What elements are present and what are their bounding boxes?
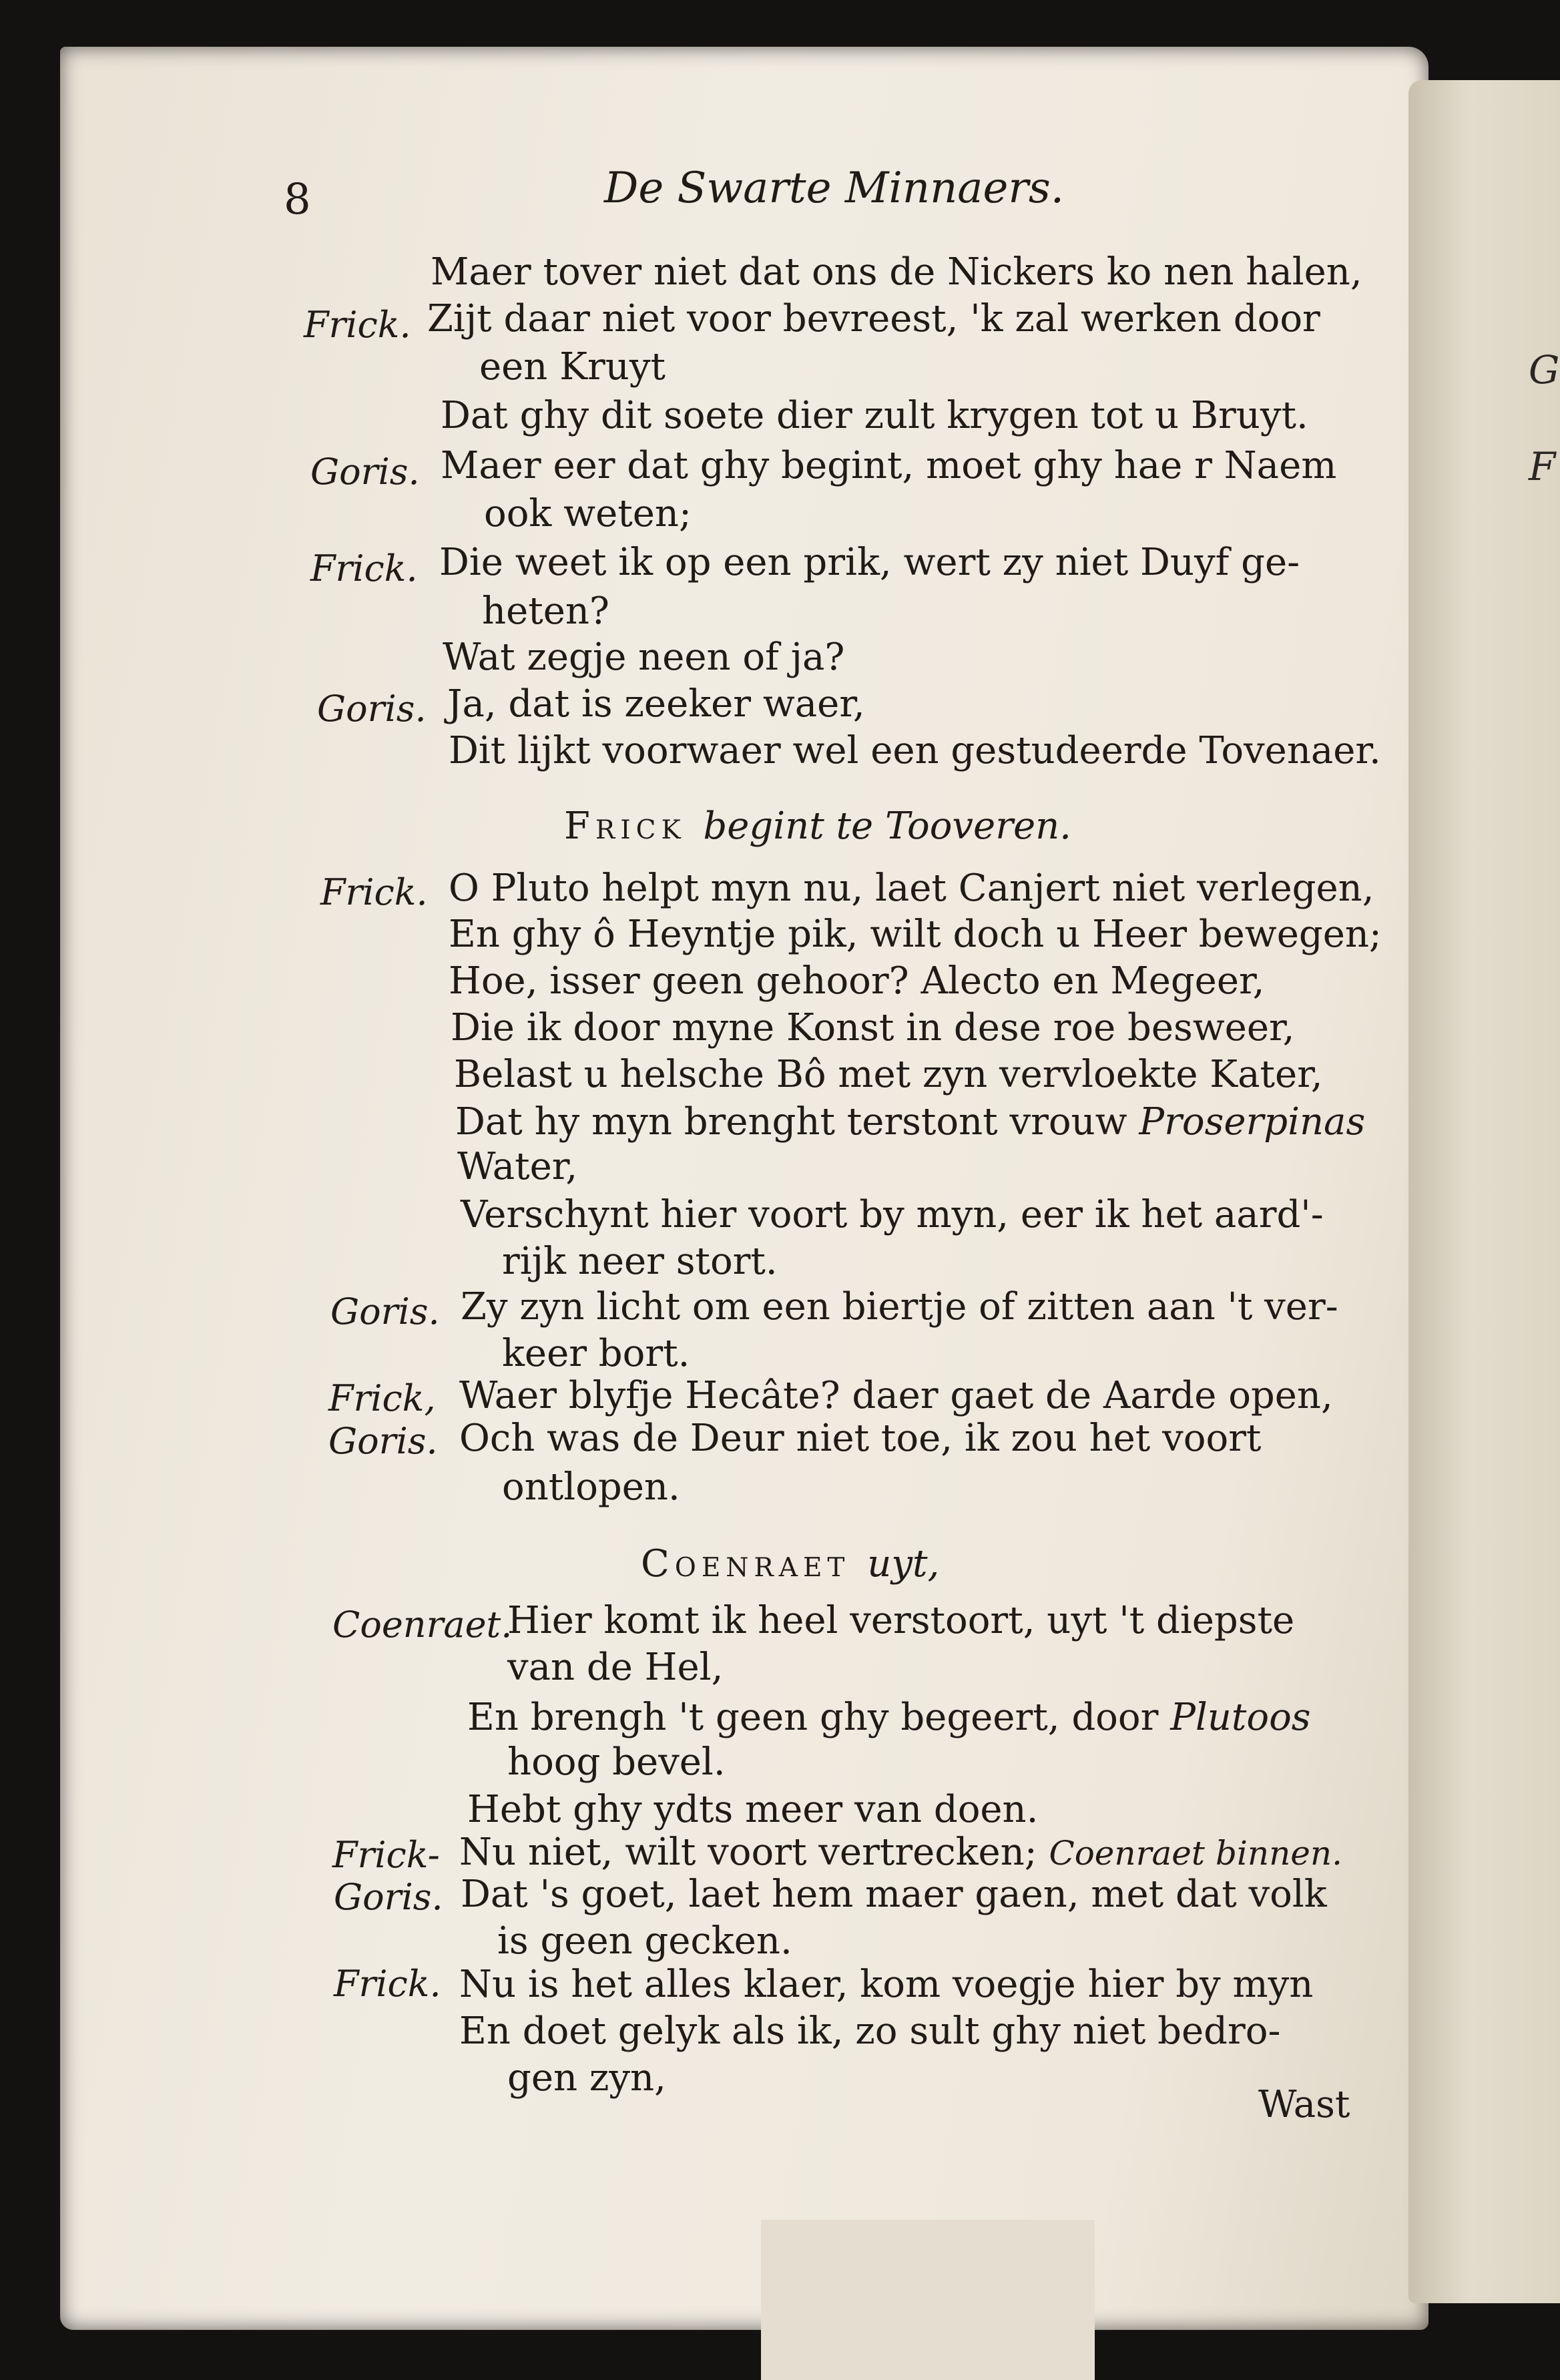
speaker-name: Coenraet. [332,1604,513,1646]
speaker-name: Goris. [317,688,427,730]
verse-line: Zijt daar niet voor bevreest, 'k zal werken door [427,297,1320,340]
page-number: 8 [284,175,311,224]
verse-line: Belast u helsche Bô met zyn vervloekte Kater, [454,1053,1323,1096]
speaker-name: Frick- [332,1834,440,1876]
verse-text: Nu niet, wilt voort vertrecken; [459,1831,1037,1874]
verse-line: Water, [457,1145,578,1188]
verse-line [455,1100,1366,1144]
verse-line: Och was de Deur niet toe, ik zou het voort [459,1417,1262,1460]
verse-line: Dat 's goet, laet hem maer gaen, met dat volk [461,1873,1327,1916]
verse-line: Maer tover niet dat ons de Nickers ko nen halen, [431,250,1362,294]
catchword: Wast [1258,2083,1350,2126]
stage-direction-name: Coenraet [641,1542,850,1586]
speaker-name: Goris. [334,1876,443,1918]
verse-line: En ghy ô Heyntje pik, wilt doch u Heer bewegen; [449,913,1382,956]
verse-line: O Pluto helpt myn nu, laet Canjert niet verlegen, [449,867,1374,910]
verse-line: Hebt ghy ydts meer van doen. [467,1788,1039,1831]
speaker-name: Goris. [328,1420,438,1462]
verse-line: een Kruyt [479,345,666,389]
stage-direction-text: uyt, [867,1542,940,1586]
verse-line: Zy zyn licht om een biertje of zitten aan 't ver- [461,1285,1338,1329]
speaker-name: Goris. [330,1290,440,1333]
verse-line: Hoe, isser geen gehoor? Alecto en Megeer, [449,959,1265,1003]
verse-line [467,1696,1311,1739]
verse-text: Dat hy myn brenght terstont vrouw [455,1100,1127,1144]
speaker-name: Frick. [310,547,418,589]
verse-line: van de Hel, [507,1646,724,1689]
italic-name: Proserpinas [1139,1100,1366,1144]
verse-line: Maer eer dat ghy begint, moet ghy hae r Naem [441,444,1337,487]
verse-line [459,1831,1342,1874]
verse-line: is geen gecken. [497,1919,792,1963]
stage-direction [564,804,1071,848]
verse-line: ontlopen. [502,1465,680,1509]
speaker-name: Frick, [328,1377,436,1419]
speaker-name: Frick. [320,871,428,913]
verse-line: Hier komt ik heel verstoort, uyt 't diepste [507,1599,1295,1642]
verse-line: keer bort. [502,1332,690,1375]
verse-line: heten? [482,589,609,633]
verse-line: Waer blyfje Hecâte? daer gaet de Aarde open, [459,1374,1333,1417]
verse-line: rijk neer stort. [502,1240,778,1283]
verse-line: Verschynt hier voort by myn, eer ik het aard'- [461,1193,1324,1236]
verse-line: gen zyn, [507,2056,666,2100]
facing-page-fragment: G [1529,347,1560,393]
verse-line: Die ik door myne Konst in dese roe besweer, [451,1006,1295,1049]
verse-line: hoog bevel. [507,1740,726,1784]
verse-line: Dat ghy dit soete dier zult krygen tot u Bruyt. [441,394,1308,437]
verse-line: ook weten; [484,492,692,535]
verse-line: Wat zegje neen of ja? [443,636,845,679]
stage-direction [641,1542,939,1586]
verse-line: En doet gelyk als ik, zo sult ghy niet bedro- [459,2009,1281,2053]
verse-line: Ja, dat is zeeker waer, [447,682,865,726]
italic-name: Plutoos [1170,1696,1311,1739]
stage-direction-text: begint te Tooveren. [703,804,1071,848]
speaker-name: Goris. [310,451,420,493]
facing-page-fragment: F [1529,444,1556,489]
verse-line: Die weet ik op een prik, wert zy niet Duyf ge- [439,541,1300,584]
italic-name: Coenraet binnen. [1049,1834,1342,1873]
speaker-name: Frick. [334,1963,441,2005]
stage-direction-name: Frick [564,804,686,848]
verse-text: En brengh 't geen ghy begeert, door [467,1696,1159,1739]
running-title: De Swarte Minnaers. [604,164,1065,213]
verse-line: Nu is het alles klaer, kom voegje hier by myn [459,1963,1314,2006]
speaker-name: Frick. [304,304,411,346]
verse-line: Dit lijkt voorwaer wel een gestudeerde Tovenaer. [449,729,1381,772]
